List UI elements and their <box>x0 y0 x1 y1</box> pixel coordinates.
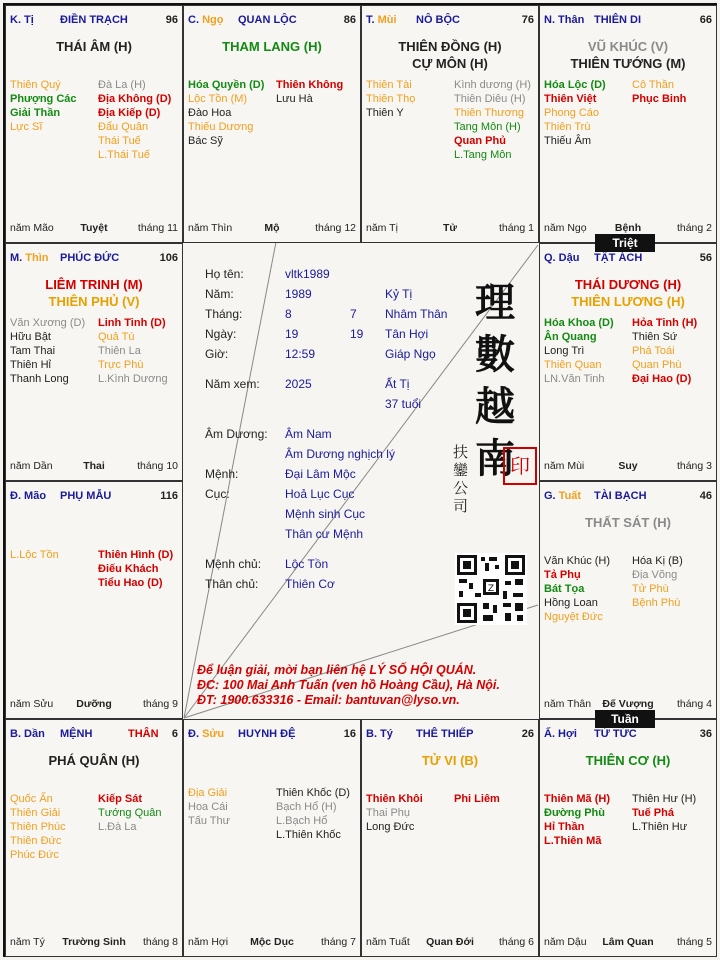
month-label: tháng 10 <box>137 460 178 472</box>
minor-star: Hoa Cái <box>188 801 228 813</box>
minor-star: Thiên Sứ <box>632 331 678 343</box>
minor-star: Lưu Hà <box>276 93 313 105</box>
minor-star: Bác Sỹ <box>188 135 223 147</box>
minor-star: Thiên Hư (H) <box>632 793 697 805</box>
minor-stars-left <box>544 78 606 148</box>
minor-stars-right <box>454 78 531 162</box>
minor-star: Kình dương (H) <box>454 79 531 91</box>
minor-star: Thiên Y <box>366 107 404 119</box>
minor-star: Nguyệt Đức <box>544 611 603 623</box>
calligraphy-char: 越 <box>475 383 515 430</box>
minor-stars-right <box>632 792 696 834</box>
main-star: THIÊN PHỦ (V) <box>48 294 140 309</box>
minor-stars-left <box>188 786 230 828</box>
year-label: năm Tuất <box>366 936 410 948</box>
minor-star: L.Tang Môn <box>454 149 512 161</box>
month-label: Tháng: <box>205 307 243 321</box>
than-marker: THÂN <box>128 728 159 740</box>
month-label: tháng 12 <box>315 222 356 234</box>
month-label: tháng 5 <box>676 936 712 948</box>
thanchu-label: Thân chủ: <box>205 577 259 591</box>
main-stars <box>540 752 716 769</box>
branch-label: T. Mùi <box>366 14 397 26</box>
month-label: tháng 2 <box>676 222 712 234</box>
cell-footer <box>366 936 534 950</box>
amduong-label: Âm Dương: <box>205 427 268 441</box>
year-label: năm Tý <box>10 936 45 948</box>
cell-footer <box>10 936 178 950</box>
minor-star: Địa Không (D) <box>98 93 172 105</box>
month-solar: 8 <box>285 307 292 321</box>
hour-can: Giáp Ngọ <box>385 347 436 361</box>
calligraphy-char: 理 <box>475 279 515 326</box>
age-number: 66 <box>699 14 712 26</box>
hour-label: Giờ: <box>205 347 229 361</box>
minor-star: Địa Võng <box>632 569 678 581</box>
year-label: năm Thìn <box>188 222 233 234</box>
minor-star: Hóa Khoa (D) <box>544 317 614 329</box>
minor-star: Đào Hoa <box>188 107 232 119</box>
tuan-tag: Tuần <box>595 710 655 728</box>
minor-star: Văn Khúc (H) <box>544 555 611 567</box>
minor-star: Thiên Trù <box>544 121 591 133</box>
minor-star: Phi Liêm <box>454 793 500 805</box>
minor-stars-right <box>632 554 683 610</box>
year-label: năm Mùi <box>544 460 585 472</box>
year-label: Năm: <box>205 287 234 301</box>
calligraphy-char: 南 <box>475 435 515 482</box>
main-star: THIÊN CƠ (H) <box>585 753 671 768</box>
minor-star: L.Bạch Hổ <box>276 815 328 827</box>
minor-stars-right <box>98 78 171 162</box>
minor-stars-right <box>98 316 168 386</box>
main-stars <box>6 752 182 769</box>
cell-mao <box>5 481 183 719</box>
life-stage: Đế Vượng <box>602 698 654 710</box>
age-number: 86 <box>343 14 356 26</box>
main-star: VŨ KHÚC (V) <box>587 39 669 54</box>
month-label: tháng 9 <box>142 698 178 710</box>
horoscope-chart <box>3 3 717 957</box>
year-label: năm Sửu <box>10 698 54 710</box>
minor-star: Giải Thần <box>10 107 61 119</box>
house-name: THÊ THIẾP <box>416 728 474 740</box>
month-label: tháng 1 <box>498 222 534 234</box>
main-star: PHÁ QUÂN (H) <box>48 753 140 768</box>
minor-star: Hóa Quyền (D) <box>188 79 265 91</box>
seal-side-text: 扶鑾公司 <box>453 443 469 515</box>
branch-label: G. Tuất <box>544 490 582 502</box>
cell-footer <box>10 460 178 474</box>
minor-star: Thiếu Âm <box>544 135 592 147</box>
svg-text:Z: Z <box>487 584 495 594</box>
age-number: 16 <box>343 728 356 740</box>
house-name: PHÚC ĐỨC <box>60 252 120 264</box>
minor-star: Phong Cáo <box>544 107 600 119</box>
minor-star: Phá Toái <box>632 345 675 357</box>
amduong-note: Âm Dương nghịch lý <box>285 447 395 461</box>
minor-star: Thiên Đức <box>10 835 62 847</box>
main-star: TỬ VI (B) <box>421 753 479 768</box>
minor-star: Hỉ Thần <box>544 821 585 833</box>
minor-star: L.Thiên Khốc <box>276 829 341 841</box>
year-label: năm Tị <box>366 222 398 234</box>
contact-address: ĐC: 100 Mai Anh Tuấn (ven hồ Hoàng Cầu), Hà Nội. <box>197 678 500 692</box>
calligraphy-char: 數 <box>475 331 515 378</box>
minor-star: Trực Phù <box>98 359 144 371</box>
minor-star: Thiếu Dương <box>188 121 254 133</box>
minor-star: Tang Môn (H) <box>454 121 521 133</box>
house-name: HUYNH ĐỆ <box>238 728 296 740</box>
year-label: năm Thân <box>544 698 592 710</box>
cell-header <box>544 14 712 30</box>
triet-tag: Triệt <box>595 234 655 252</box>
house-name: TÀI BẠCH <box>594 490 647 502</box>
minor-star: Ân Quang <box>544 331 597 343</box>
menhchu-value: Lộc Tồn <box>285 557 329 571</box>
minor-star: Quả Tú <box>98 331 135 343</box>
minor-star: Quan Phủ <box>454 135 506 147</box>
minor-star: Thiên Giải <box>10 807 61 819</box>
age-number: 116 <box>160 490 178 502</box>
minor-stars-left <box>188 78 264 148</box>
minor-star: Đẩu Quân <box>98 121 149 133</box>
day-can: Tân Hợi <box>385 327 429 341</box>
month-lunar: 7 <box>350 307 357 321</box>
minor-star: Thiên Việt <box>544 93 597 105</box>
main-star: CỰ MÔN (H) <box>412 56 488 71</box>
main-star: THÁI DƯƠNG (H) <box>574 277 682 292</box>
cell-suu <box>183 719 361 957</box>
minor-star: Tuế Phá <box>632 807 674 819</box>
minor-star: L.Kình Dương <box>98 373 168 385</box>
life-stage: Tử <box>442 222 458 234</box>
cuc-note2: Thân cư Mệnh <box>285 527 364 541</box>
minor-star: Phượng Các <box>10 93 77 105</box>
cell-footer <box>544 936 712 950</box>
cuc-note1: Mệnh sinh Cục <box>285 507 366 521</box>
cell-mui <box>361 5 539 243</box>
menh-value: Đại Lâm Mộc <box>285 467 356 481</box>
minor-star: Thiên Phúc <box>10 821 66 833</box>
life-stage: Thai <box>83 460 105 472</box>
minor-stars-left <box>10 548 59 562</box>
minor-star: Thiên Thương <box>454 107 525 119</box>
branch-label: N. Thân <box>544 14 585 26</box>
contact-line: Để luận giải, mời bạn liên hệ LÝ SỐ HỘI QUÁN. <box>197 663 477 677</box>
minor-star: Hỏa Tinh (H) <box>632 317 698 329</box>
minor-stars-left <box>10 316 85 386</box>
minor-star: L.Lộc Tồn <box>10 549 59 561</box>
minor-stars-right <box>98 792 162 834</box>
age-number: 46 <box>699 490 712 502</box>
cell-header <box>366 14 534 30</box>
minor-star: Tiểu Hao (D) <box>98 577 163 589</box>
minor-star: Thiên Quý <box>10 79 61 91</box>
minor-stars-left <box>366 792 423 834</box>
minor-star: Thiên Mã (H) <box>544 793 610 805</box>
house-name: ĐIỀN TRẠCH <box>60 14 128 26</box>
cuc-label: Cục: <box>205 487 230 501</box>
life-stage: Quan Đới <box>426 936 474 948</box>
minor-star: Phục Binh <box>632 93 687 105</box>
minor-star: Bát Tọa <box>544 583 585 595</box>
branch-label: B. Dần <box>10 728 45 740</box>
cell-ngo <box>183 5 361 243</box>
minor-star: Thanh Long <box>10 373 69 385</box>
main-stars <box>362 752 538 769</box>
view-age: 37 tuổi <box>385 397 422 411</box>
life-stage: Mộc Dục <box>250 936 294 948</box>
minor-star: Lực Sĩ <box>10 121 43 133</box>
main-stars <box>540 38 716 72</box>
month-label: tháng 8 <box>142 936 178 948</box>
minor-stars-right <box>632 316 697 386</box>
minor-star: Cô Thần <box>632 79 674 91</box>
year-label: năm Hợi <box>188 936 229 948</box>
hour-value: 12:59 <box>285 347 316 361</box>
minor-stars-left <box>10 792 66 862</box>
cell-header <box>10 14 178 30</box>
cell-footer <box>10 222 178 236</box>
year-can: Kỷ Tị <box>385 287 413 301</box>
day-label: Ngày: <box>205 327 237 341</box>
month-label: tháng 7 <box>320 936 356 948</box>
month-label: tháng 11 <box>137 222 178 234</box>
main-star: THIÊN LƯƠNG (H) <box>571 294 685 309</box>
view-year-label: Năm xem: <box>205 377 260 391</box>
minor-star: Tả Phụ <box>544 569 581 581</box>
minor-star: Thiên Thọ <box>366 93 416 105</box>
age-number: 6 <box>171 728 178 740</box>
qr-code-icon[interactable] <box>455 553 527 625</box>
minor-star: Hữu Bật <box>10 331 51 343</box>
red-stamp-icon: 印 <box>503 447 537 485</box>
contact-phone-email[interactable]: ĐT: 1900.633316 - Email: bantuvan@lyso.vn. <box>197 693 460 707</box>
house-name: NÔ BỘC <box>416 14 460 26</box>
minor-star: Phúc Đức <box>10 849 59 861</box>
minor-stars-right <box>454 792 500 806</box>
cell-ti <box>5 5 183 243</box>
main-stars <box>540 276 716 310</box>
minor-star: Tướng Quân <box>98 807 162 819</box>
minor-star: Quốc Ấn <box>10 793 53 805</box>
branch-label: K. Tị <box>10 14 34 26</box>
menh-label: Mệnh: <box>205 467 239 481</box>
main-star: LIÊM TRINH (M) <box>45 277 143 292</box>
center-panel <box>185 245 541 721</box>
cell-tuat <box>539 481 717 719</box>
minor-star: Thiên Không <box>276 79 344 91</box>
branch-label: M. Thìn <box>10 252 49 264</box>
life-stage: Suy <box>618 460 638 472</box>
cell-header <box>188 14 356 30</box>
minor-star: Thiên Hình (D) <box>98 549 174 561</box>
name-value: vltk1989 <box>285 267 330 281</box>
minor-star: Thiên Khôi <box>366 793 423 805</box>
minor-star: L.Thiên Hư <box>632 821 688 833</box>
main-star: THAM LANG (H) <box>222 39 322 54</box>
house-name: QUAN LỘC <box>238 14 297 26</box>
minor-star: Thiên La <box>98 345 141 357</box>
contact-block <box>197 663 500 708</box>
branch-label: Q. Dậu <box>544 252 580 264</box>
minor-stars-left <box>10 78 77 134</box>
year-label: năm Ngọ <box>544 222 587 234</box>
life-stage: Tuyệt <box>80 222 108 234</box>
minor-stars-left <box>544 316 614 386</box>
minor-star: LN.Văn Tinh <box>544 373 605 385</box>
name-label: Họ tên: <box>205 267 244 281</box>
calligraphy-logo <box>475 277 535 485</box>
month-label: tháng 4 <box>676 698 712 710</box>
cell-footer <box>188 222 356 236</box>
view-year-value: 2025 <box>285 377 312 391</box>
main-stars <box>184 38 360 55</box>
minor-stars-left <box>366 78 415 120</box>
branch-label: Đ. Sửu <box>188 728 225 740</box>
year-label: năm Mão <box>10 222 54 234</box>
cell-footer <box>10 698 178 712</box>
minor-star: Quan Phù <box>632 359 682 371</box>
cell-dan <box>5 719 183 957</box>
cell-footer <box>188 936 356 950</box>
minor-star: L.Thái Tuế <box>98 149 150 161</box>
minor-stars-left <box>544 792 610 848</box>
minor-star: Bạch Hổ (H) <box>276 801 337 813</box>
minor-stars-right <box>632 78 686 106</box>
minor-star: Điếu Khách <box>98 563 159 575</box>
view-year-can: Ất Tị <box>385 377 410 391</box>
minor-star: Thiên Khốc (D) <box>276 787 350 799</box>
minor-star: Thiên Tài <box>366 79 412 91</box>
cell-header <box>366 728 534 744</box>
minor-star: Hồng Loan <box>544 597 598 609</box>
minor-stars-left <box>544 554 610 624</box>
cell-ty <box>361 719 539 957</box>
life-stage: Dưỡng <box>76 698 112 710</box>
main-star: THIÊN TƯỚNG (M) <box>570 56 686 71</box>
amduong-value: Âm Nam <box>285 427 332 441</box>
year-label: năm Dậu <box>544 936 587 948</box>
minor-stars-right <box>276 786 350 842</box>
minor-star: Thiên Quan <box>544 359 602 371</box>
minor-star: Thiên Diêu (H) <box>454 93 526 105</box>
main-stars <box>6 38 182 55</box>
cell-header <box>10 252 178 268</box>
minor-star: Hóa Lộc (D) <box>544 79 606 91</box>
branch-label: B. Tý <box>366 728 393 740</box>
minor-star: Linh Tinh (D) <box>98 317 166 329</box>
minor-star: Thiên Hỉ <box>10 359 51 371</box>
menhchu-label: Mệnh chủ: <box>205 557 262 571</box>
house-name: PHỤ MẪU <box>60 490 112 502</box>
minor-star: L.Thiên Mã <box>544 835 602 847</box>
branch-label: C. Ngọ <box>188 14 224 26</box>
minor-star: L.Đà La <box>98 821 137 833</box>
cell-header <box>188 728 356 744</box>
minor-stars-right <box>276 78 343 106</box>
life-stage: Mộ <box>264 222 280 234</box>
minor-stars-right <box>98 548 173 590</box>
day-lunar: 19 <box>350 327 364 341</box>
age-number: 76 <box>521 14 534 26</box>
day-solar: 19 <box>285 327 299 341</box>
house-name: TẬT ÁCH <box>594 252 643 264</box>
life-stage: Lâm Quan <box>602 936 654 948</box>
year-value: 1989 <box>285 287 312 301</box>
life-stage: Bệnh <box>614 222 642 234</box>
house-name: MỆNH <box>60 728 93 740</box>
main-star: THÁI ÂM (H) <box>56 39 132 54</box>
cell-header <box>10 728 178 744</box>
minor-star: Địa Giải <box>188 787 228 799</box>
minor-star: Long Trì <box>544 345 585 357</box>
month-can: Nhâm Thân <box>385 307 448 321</box>
age-number: 56 <box>699 252 712 264</box>
cell-footer <box>366 222 534 236</box>
age-number: 36 <box>699 728 712 740</box>
age-number: 106 <box>159 252 178 264</box>
minor-star: Hóa Kị (B) <box>632 555 683 567</box>
cell-footer <box>544 460 712 474</box>
cell-thin <box>5 243 183 481</box>
month-label: tháng 6 <box>498 936 534 948</box>
minor-star: Tử Phù <box>632 583 669 595</box>
life-stage: Trường Sinh <box>62 936 126 948</box>
cell-than <box>539 5 717 243</box>
branch-label: Đ. Mão <box>10 490 47 502</box>
minor-star: Lộc Tồn (M) <box>188 93 248 105</box>
cell-dau <box>539 243 717 481</box>
age-number: 96 <box>165 14 178 26</box>
minor-star: Tấu Thư <box>188 815 231 827</box>
minor-star: Địa Kiếp (D) <box>98 107 161 119</box>
thanchu-value: Thiên Cơ <box>285 577 335 591</box>
month-label: tháng 3 <box>676 460 712 472</box>
year-label: năm Dần <box>10 460 53 472</box>
minor-star: Thái Tuế <box>98 135 141 147</box>
cell-header <box>10 490 178 506</box>
minor-star: Tam Thai <box>10 345 56 357</box>
minor-star: Bệnh Phù <box>632 597 681 609</box>
age-number: 26 <box>521 728 534 740</box>
cell-header <box>544 252 712 268</box>
minor-star: Văn Xương (D) <box>10 317 86 329</box>
cell-header <box>544 490 712 506</box>
minor-star: Kiếp Sát <box>98 793 143 805</box>
cell-header <box>544 728 712 744</box>
cell-hoi <box>539 719 717 957</box>
minor-star: Thai Phụ <box>366 807 411 819</box>
main-stars <box>540 514 716 531</box>
house-name: THIÊN DI <box>594 14 642 26</box>
main-stars <box>6 276 182 310</box>
minor-star: Đà La (H) <box>98 79 146 91</box>
main-stars <box>362 38 538 72</box>
house-name: TỬ TỨC <box>594 728 637 740</box>
minor-star: Đường Phù <box>544 807 605 819</box>
branch-label: Ấ. Hợi <box>544 728 577 740</box>
minor-star: Đại Hao (D) <box>632 373 692 385</box>
cuc-value: Hoả Lục Cục <box>285 487 355 501</box>
main-star: THIÊN ĐỒNG (H) <box>398 39 502 54</box>
main-star: THẤT SÁT (H) <box>585 515 671 530</box>
minor-star: Long Đức <box>366 821 415 833</box>
